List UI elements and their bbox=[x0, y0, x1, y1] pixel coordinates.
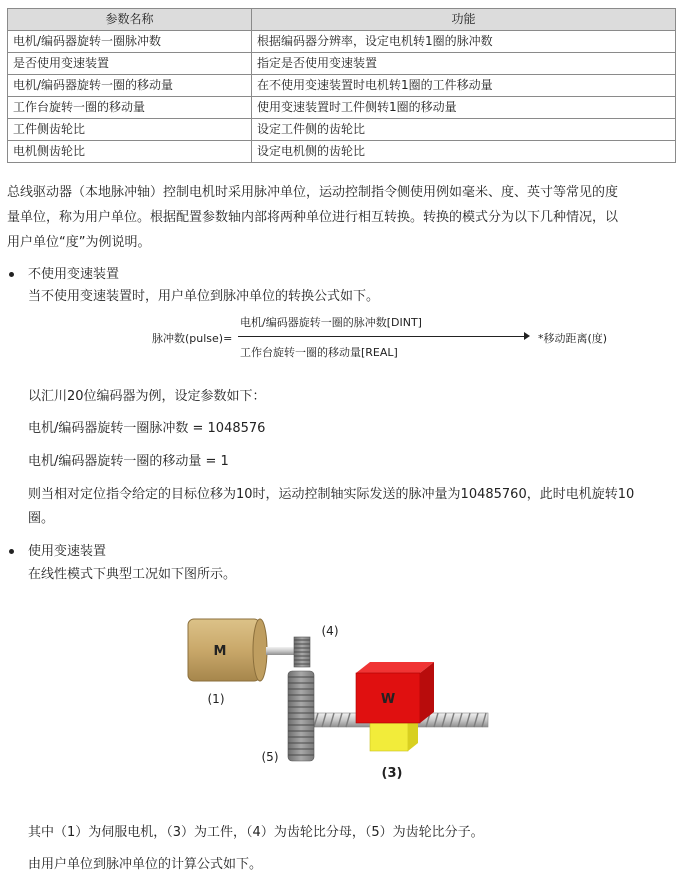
table-cell: 工件侧齿轮比 bbox=[8, 119, 252, 141]
final-line: 由用户单位到脉冲单位的计算公式如下。 bbox=[28, 857, 263, 872]
table-cell: 使用变速装置时工件侧转1圈的移动量 bbox=[252, 97, 676, 119]
table-row bbox=[8, 53, 676, 75]
bullet-icon bbox=[9, 272, 14, 277]
table-cell: 工作台旋转一圈的移动量 bbox=[8, 97, 252, 119]
motor-shaft bbox=[266, 647, 298, 655]
result-line-1: 则当相对定位指令给定的目标位移为10时，运动控制轴实际发送的脉冲量为10485760，此时电机旋转10 bbox=[28, 487, 635, 502]
param-pulse-count: 电机/编码器旋转一圈脉冲数 = 1048576 bbox=[28, 421, 266, 436]
formula-denominator: 工作台旋转一圈的移动量[REAL] bbox=[240, 346, 398, 359]
table-row bbox=[8, 119, 676, 141]
section2-title: 使用变速装置 bbox=[28, 544, 107, 559]
label-workpiece: (3) bbox=[381, 766, 403, 781]
table-row bbox=[8, 31, 676, 53]
bullet-icon bbox=[9, 549, 14, 554]
intro-line-2: 量单位，称为用户单位。根据配置参数轴内部将两种单位进行相互转换。转换的模式分为以下几种情况，以 bbox=[7, 210, 619, 225]
table-cell: 电机/编码器旋转一圈的移动量 bbox=[8, 75, 252, 97]
table-cell: 电机侧齿轮比 bbox=[8, 141, 252, 163]
arrow-icon bbox=[524, 332, 530, 340]
table-cell: 设定电机侧的齿轮比 bbox=[252, 141, 676, 163]
formula-numerator: 电机/编码器旋转一圈的脉冲数[DINT] bbox=[240, 316, 422, 329]
section1-title: 不使用变速装置 bbox=[28, 267, 120, 282]
header-param-name: 参数名称 bbox=[8, 9, 252, 31]
parameter-table bbox=[7, 8, 676, 163]
table-cell: 是否使用变速装置 bbox=[8, 53, 252, 75]
table-cell: 设定工件侧的齿轮比 bbox=[252, 119, 676, 141]
gear-drive-diagram bbox=[180, 605, 510, 790]
intro-line-1: 总线驱动器（本地脉冲轴）控制电机时采用脉冲单位，运动控制指令侧使用例如毫米、度、英寸等常见的度 bbox=[7, 185, 619, 200]
table-row bbox=[8, 97, 676, 119]
large-gear bbox=[288, 671, 314, 761]
workpiece bbox=[356, 662, 434, 723]
fraction-line bbox=[238, 336, 528, 337]
diagram-legend: 其中（1）为伺服电机，（3）为工件，（4）为齿轮比分母，（5）为齿轮比分子。 bbox=[28, 825, 484, 840]
formula-left: 脉冲数(pulse)= bbox=[152, 332, 233, 345]
table-header-row bbox=[8, 9, 676, 31]
table-cell: 电机/编码器旋转一圈脉冲数 bbox=[8, 31, 252, 53]
small-gear bbox=[294, 637, 310, 667]
intro-line-3: 用户单位“度”为例说明。 bbox=[7, 235, 151, 250]
section2-desc: 在线性模式下典型工况如下图所示。 bbox=[28, 567, 237, 582]
label-small-gear: (4) bbox=[321, 624, 339, 638]
servo-motor bbox=[188, 619, 267, 681]
table-cell: 根据编码器分辨率，设定电机转1圈的脉冲数 bbox=[252, 31, 676, 53]
table-row bbox=[8, 141, 676, 163]
example-intro: 以汇川20位编码器为例，设定参数如下： bbox=[28, 389, 266, 404]
header-function: 功能 bbox=[252, 9, 676, 31]
table-cell: 指定是否使用变速装置 bbox=[252, 53, 676, 75]
result-line-2: 圈。 bbox=[28, 511, 55, 526]
section1-desc: 当不使用变速装置时，用户单位到脉冲单位的转换公式如下。 bbox=[28, 289, 380, 304]
label-large-gear: (5) bbox=[261, 750, 279, 764]
table-cell: 在不使用变速装置时电机转1圈的工件移动量 bbox=[252, 75, 676, 97]
formula-right: *移动距离(度) bbox=[538, 332, 608, 345]
param-move-amount: 电机/编码器旋转一圈的移动量 = 1 bbox=[28, 454, 229, 469]
motor-letter: M bbox=[213, 644, 227, 659]
work-letter: W bbox=[380, 692, 396, 707]
label-motor: (1) bbox=[207, 692, 225, 706]
conversion-formula bbox=[152, 314, 608, 362]
table-row bbox=[8, 75, 676, 97]
